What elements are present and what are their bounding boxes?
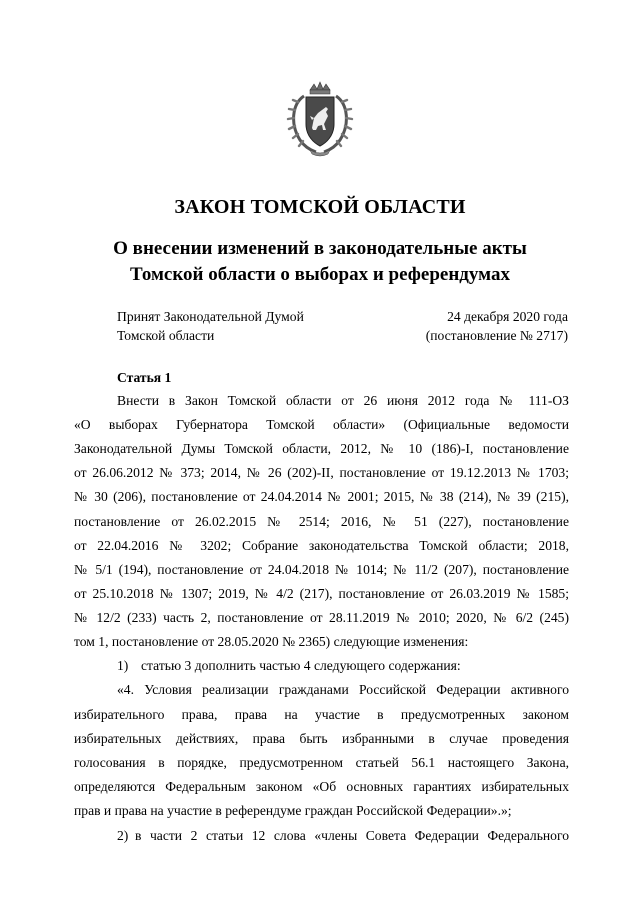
law-subtitle-line: Томской области о выборах и референдумах xyxy=(130,264,510,285)
law-subtitle xyxy=(60,236,580,288)
paragraph-line: № 30 (206), постановление от 24.04.2014 № 2001; 2015, № 38 (214), № 39 (215), xyxy=(74,489,569,504)
list-item-text: статью 3 дополнить частью 4 следующего содержания: xyxy=(141,658,461,673)
quote-line: прав и права на участие в референдуме граждан Российской Федерации».»; xyxy=(74,803,512,818)
list-item-text: в части 2 статьи 12 слова «члены Совета Федерации Федерального xyxy=(135,828,569,843)
paragraph-line: том 1, постановление от 28.05.2020 № 2365) следующие изменения: xyxy=(74,634,469,649)
list-item-number: 1) xyxy=(117,658,129,673)
paragraph-line: № 12/2 (233) часть 2, постановление от 28.11.2019 № 2010; 2020, № 6/2 (245) xyxy=(74,610,569,625)
coat-of-arms-emblem xyxy=(286,80,354,158)
coat-of-arms-icon xyxy=(286,80,354,158)
adopted-by-line: Томской области xyxy=(117,328,215,343)
paragraph-line: постановление от 26.02.2015 № 2514; 2016, № 51 (227), постановление xyxy=(74,514,569,529)
quote-line: избирательных действиях, права быть избранными в случае проведения xyxy=(74,731,569,746)
adoption-date: 24 декабря 2020 года xyxy=(447,309,568,324)
law-subtitle-line: О внесении изменений в законодательные акты xyxy=(113,238,527,259)
adoption-date-block xyxy=(360,307,568,345)
paragraph-line: Законодательной Думы Томской области, 2012, № 10 (186)-I, постановление xyxy=(74,441,569,456)
adopted-by xyxy=(117,307,304,345)
resolution-number: (постановление № 2717) xyxy=(425,328,568,343)
adopted-by-line: Принят Законодательной Думой xyxy=(117,309,304,324)
paragraph-line: от 26.06.2012 № 373; 2014, № 26 (202)-II, постановление от 19.12.2013 № 1703; xyxy=(74,465,569,480)
quote-line: избирательного права, права на участие в предусмотренных законом xyxy=(74,707,569,722)
list-item-number: 2) xyxy=(117,828,129,843)
law-title: ЗАКОН ТОМСКОЙ ОБЛАСТИ xyxy=(174,196,466,218)
paragraph-line: от 22.04.2016 № 3202; Собрание законодательства Томской области; 2018, xyxy=(74,538,569,553)
quote-line: голосования в порядке, предусмотренном статьей 56.1 настоящего Закона, xyxy=(74,755,569,770)
paragraph-line: Внести в Закон Томской области от 26 июня 2012 года № 111-ОЗ xyxy=(117,393,569,408)
quote-line: определяются Федеральным законом «Об основных гарантиях избирательных xyxy=(74,779,569,794)
paragraph-line: № 5/1 (194), постановление от 24.04.2018 № 1014; № 11/2 (207), постановление xyxy=(74,562,569,577)
article-heading: Статья 1 xyxy=(117,370,172,385)
paragraph-line: «О выборах Губернатора Томской области» (Официальные ведомости xyxy=(74,417,569,432)
quote-line: «4. Условия реализации гражданами Российской Федерации активного xyxy=(117,682,569,697)
paragraph-line: от 25.10.2018 № 1307; 2019, № 4/2 (217), постановление от 26.03.2019 № 1585; xyxy=(74,586,569,601)
